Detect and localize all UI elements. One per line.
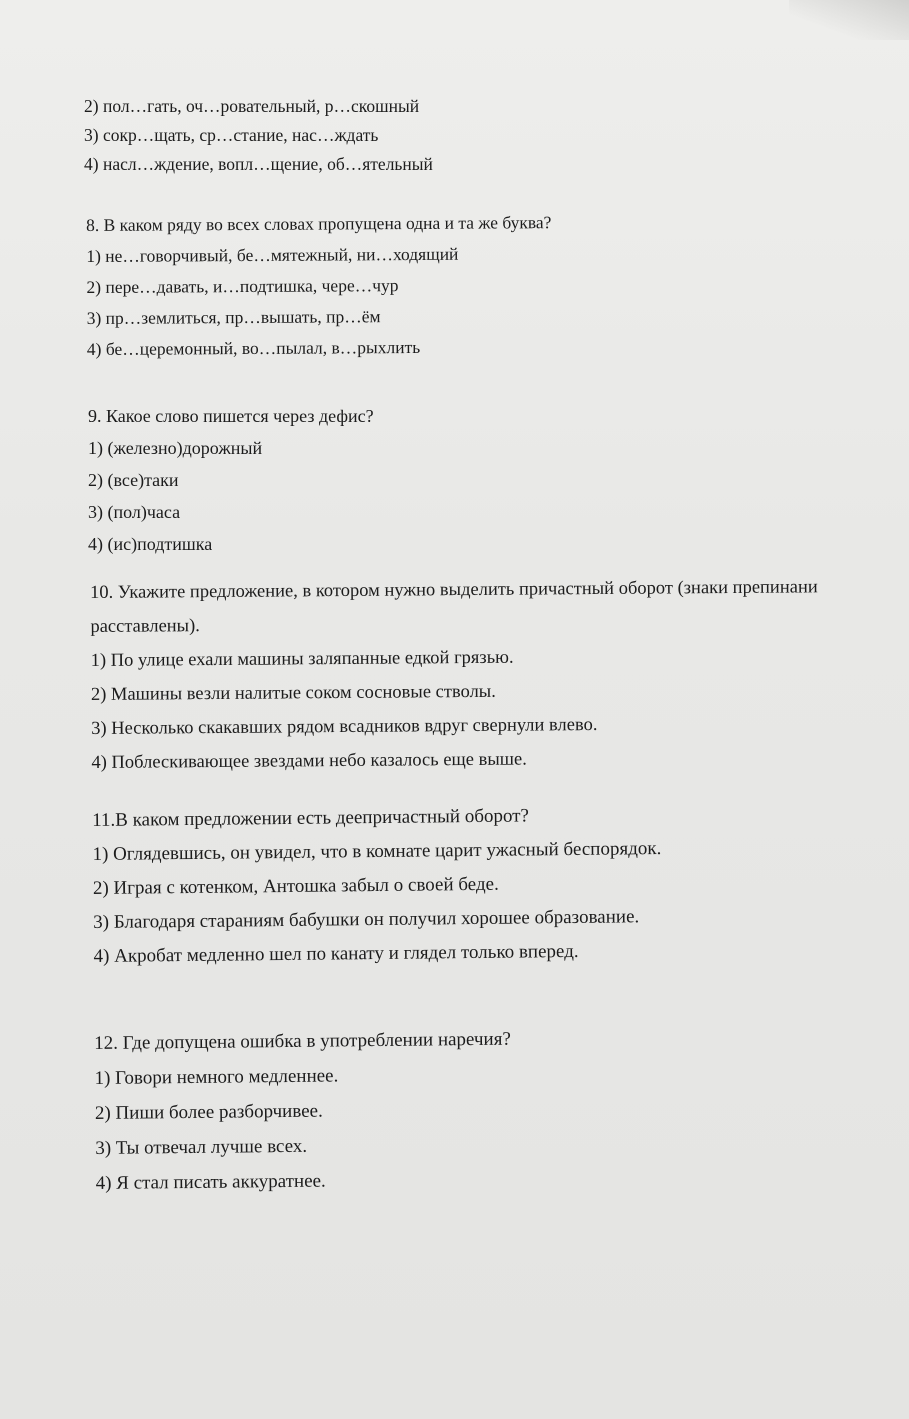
question-11 (92, 795, 909, 974)
option-line: 1) (железно)дорожный (88, 438, 263, 458)
page-fold-shadow (789, 0, 909, 40)
question-title-continuation: расставлены). (90, 616, 200, 637)
previous-question-options (84, 92, 433, 179)
question-title: 12. Где допущена ошибка в употреблении наречия? (94, 1028, 511, 1054)
question-title: 11.В каком предложении есть деепричастный оборот? (92, 805, 530, 831)
option-line: 3) (пол)часа (88, 502, 181, 522)
option-line: 3) пр…землиться, пр…вышать, пр…ём (86, 306, 381, 328)
option-line: 3) Несколько скакавших рядом всадников вдруг свернули влево. (91, 715, 598, 739)
option-line: 4) Акробат медленно шел по канату и глядел только вперед. (93, 940, 579, 967)
question-10 (90, 569, 909, 780)
option-line: 4) насл…ждение, вопл…щение, об…ятельный (84, 154, 433, 174)
question-title: 9. Какое слово пишется через дефис? (88, 406, 374, 426)
option-line: 2) Пиши более разборчивее. (94, 1100, 323, 1124)
option-line: 3) Благодаря стараниям бабушки он получил хорошее образование. (93, 906, 640, 933)
option-line: 4) (ис)подтишка (88, 534, 213, 554)
option-line: 4) Поблескивающее звездами небо казалось еще выше. (91, 749, 527, 773)
option-line: 2) Машины везли налитые соком сосновые стволы. (90, 681, 496, 705)
option-line: 4) бе…церемонный, во…пылал, в…рыхлить (86, 336, 421, 359)
option-line: 1) По улице ехали машины заляпанные едкой грязью. (90, 647, 514, 671)
option-line: 4) Я стал писать аккуратнее. (95, 1170, 326, 1194)
option-line: 1) Оглядевшись, он увидел, что в комнате царит ужасный беспорядок. (92, 838, 662, 865)
option-line: 2) Играя с котенком, Антошка забыл о своей беде. (92, 873, 499, 899)
question-title: 8. В каком ряду во всех словах пропущена одна и та же буква? (86, 212, 552, 235)
option-line: 3) Ты отвечал лучше всех. (95, 1135, 308, 1159)
option-line: 1) Говори немного медленнее. (94, 1065, 339, 1089)
option-line: 3) сокр…щать, ср…стание, нас…ждать (84, 125, 379, 145)
question-8 (86, 205, 909, 365)
option-line: 1) не…говорчивый, бе…мятежный, ни…ходящий (86, 243, 459, 266)
question-12 (94, 1017, 909, 1201)
question-title: 10. Укажите предложение, в котором нужно выделить причастный оборот (знаки препинани (90, 577, 818, 603)
option-line: 2) пол…гать, оч…ровательный, р…скошный (84, 96, 420, 116)
question-9 (88, 400, 909, 560)
option-line: 2) пере…давать, и…подтишка, чере…чур (86, 275, 399, 297)
option-line: 2) (все)таки (88, 470, 179, 490)
